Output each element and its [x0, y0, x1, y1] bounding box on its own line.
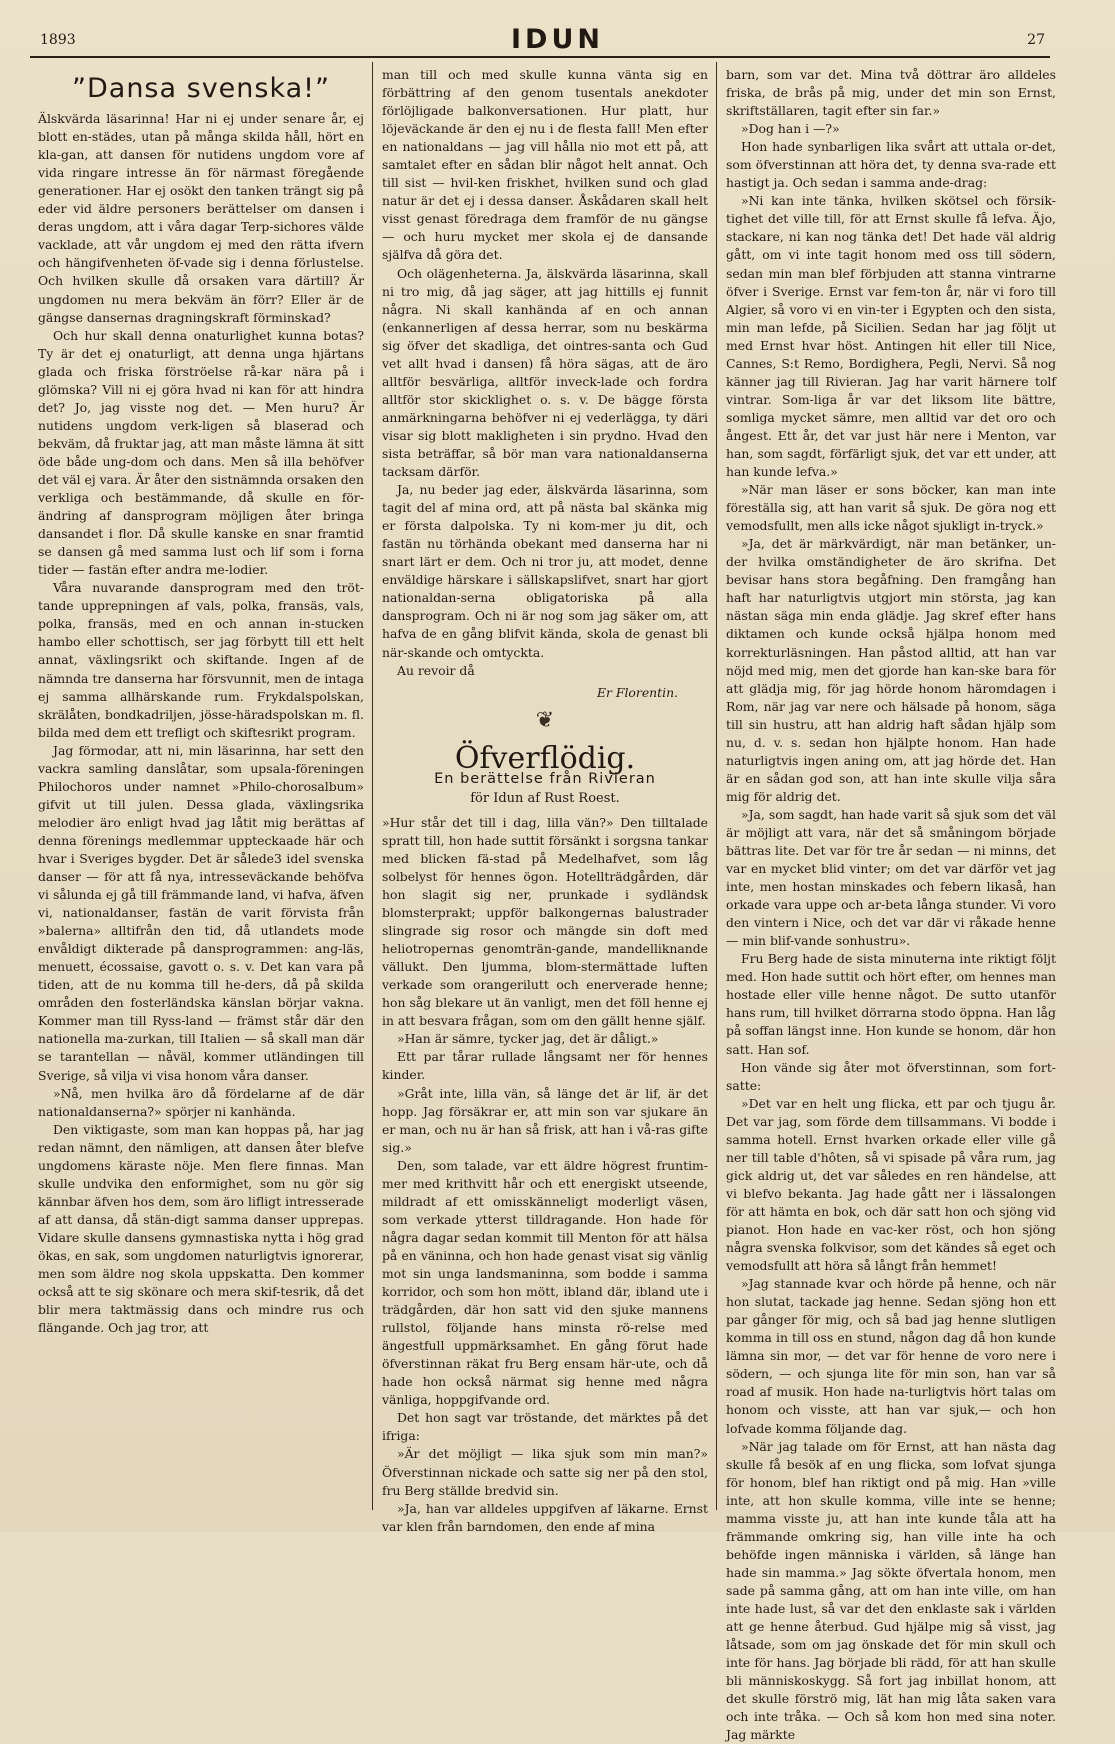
paragraph: »Dog han i —?»: [741, 121, 840, 137]
ornament-icon: ❦: [535, 707, 555, 733]
column-divider: [716, 62, 717, 1510]
paragraph: man till och med skulle kunna vänta sig en förbättring af den genom tusentals anekdoter förlöjligade balkonversationen. Hur platt, hur löjeväckande är den ej nu i de flesta fall! Men efter en nationaldans — jag vill hålla nio mot ett på, att samtalet efter en sådan blir något helt annat. Och till sist — hvil-ken friskhet, hvilken sund och glad natur är det ej i dessa danser. Åskådaren skall helt visst genast föredraga dem framför de nu gängse — och huru mycket mer skola ej de dansande själfva då göra det.: [382, 67, 708, 263]
paragraph: Våra nuvarande dansprogram med den tröt-tande upprepningen af vals, polka, fransäs, vals, polka, fransäs, med en och annan in-stucken hambo eller schottisch, ser jag förbytt till ett helt annat, växlingsrikt och skiftande. Ingen af de nämnda tre danserna har försvunnit, men de intaga ej samma allhärskande rum. Frykdalspolskan, skrälåten, bondkadriljen, jösse-häradspolskan m. fl. bilda med dem ett trefligt och skiftesrikt program.: [38, 580, 364, 740]
paragraph: »Är det möjligt — lika sjuk som min man?» Öfverstinnan nickade och satte sig ner på den stol, fru Berg ställde bredvid sin.: [382, 1446, 708, 1498]
paragraph: »Ja, det är märkvärdigt, när man betänker, un-der hvilka omständigheter de äro skrifna. Det bevisar hans stora begåfning. Den framgång han haft har naturligtvis utgjort min största, jag kan nästan säga min enda glädje. Jag skref efter hans diktamen och kunde också hjälpa honom med korrekturläsningen. Han påstod alltid, att han var nöjd med mig, men det gjorde han kan-ske bara för att glädja mig, för jag hörde honom häromdagen i Rom, när jag var nere och hälsade på honom, säga till sin hustru, att han aldrig haft sådan hjälp som nu, d. v. s. sedan hon hjälpte honom. Han hade naturligtvis ingen aning om, att jag hörde det. Han är en sådan god son, att han inte skulle vilja såra mig för aldrig det.: [726, 536, 1056, 804]
paragraph: Ja, nu beder jag eder, älskvärda läsarinna, som tagit del af mina ord, att på nästa bal skänka mig er första dalpolska. Ty ni kom-mer ju dit, och fastän nu törhända obekant med danserna har ni snart lärt er dem. Och ni tror ju, att modet, denne enväldige härskare i sällskapslifvet, snart har gjort nationaldan-serna obligatoriska på alla dansprogram. Och ni är nog som jag säker om, att hafva de en gång blifvit kända, skola de genast bli när-skande och omtyckta.: [382, 482, 708, 660]
paragraph: Det hon sagt var tröstande, det märktes på det ifriga:: [382, 1410, 708, 1444]
paragraph: Ett par tårar rullade långsamt ner för hennes kinder.: [382, 1049, 708, 1083]
header-rule: [30, 56, 1050, 58]
article-subtitle: En berättelse från Rivieran: [434, 770, 656, 787]
paragraph: »Det var en helt ung flicka, ett par och tjugu år. Det var jag, som förde dem tillsammans. Vi bodde i samma hotell. Ernst hvarken orkade eller ville gå ner till table d'hôten, så vi spisade på våra rum, jag gick aldrig ut, det var således en ren händelse, att vi blefvo bekanta. Jag hade gått ner i lässalongen för att hämta en bok, och där satt hon och sjöng vid pianot. Hon hade en vac-ker röst, och hon sjöng några svenska folkvisor, som det kändes så eget och vemodsfullt att höra så långt från hemmet!: [726, 1095, 1056, 1274]
column-divider: [372, 62, 373, 1510]
page-number: 27: [1027, 32, 1045, 48]
paragraph: »Gråt inte, lilla vän, så länge det är lif, är det hopp. Jag försäkrar er, att min son var sjukare än er man, och nu är han så frisk, att han i vå-ras gifte sig.»: [382, 1085, 708, 1155]
column-1: [38, 66, 364, 1511]
masthead: IDUN: [511, 24, 604, 55]
article-title: ”Dansa svenska!”: [72, 73, 330, 104]
paragraph: »Jag stannade kvar och hörde på henne, och när hon slutat, tackade jag henne. Sedan sjöng hon ett par gånger för mig, och så bad jag henne slutligen komma in till oss en stund, någon dag då hon kunde lämna sin mor, — det var för henne de voro nere i södern, — och sjunga lite för min son, han var så road af musik. Hon hade na-turligtvis hört talas om honom och visste, att han var sjuk,— och hon lofvade komma följande dag.: [726, 1276, 1056, 1436]
paragraph: Den, som talade, var ett äldre högrest fruntim-mer med krithvitt hår och ett energiskt utseende, mildradt af ett omisskänneligt moderligt väsen, som verkade ytterst tilldragande. Hon hade för några dagar sedan kommit till Menton för att hälsa på en väninna, och hon hade genast visat sig vänlig mot sin unga landsmaninna, som bodde i samma korridor, och som hon mött, ibland där, ibland ute i trädgården, där hon satt vid den sjuke mannens rullstol, följande hans minsta rö-relse med ängestfull uppmärksamhet. En gång förut hade öfverstinnan räkat fru Berg ensam här-ute, och då hade hon också närmat sig henne med några vänliga, hoppgifvande ord.: [382, 1157, 708, 1408]
signature: Er Florentin.: [596, 684, 678, 700]
paragraph: Den viktigaste, som man kan hoppas på, har jag redan nämnt, den nämligen, att dansen åter blefve ungdomens käraste nöje. Men flere finnas. Man skulle undvika den enformighet, som nu gör sig kännbar äfven hos dem, som äro lifligt intresserade af att dansa, då stän-digt samma danser upprepas. Vidare skulle dansens gymnastiska nytta i hög grad ökas, en sak, som ungdomen naturligtvis ignorerar, men som äldre nog skola uppskatta. Den kommer också att te sig skönare och mera skif-tesrik, då det blir mera taktmässig dans och mindre rus och flängande. Och jag tror, att: [38, 1121, 364, 1336]
column-2: [382, 66, 708, 1534]
paragraph: »Ja, som sagdt, han hade varit så sjuk som det väl är möjligt att vara, när det så småningom började bättras lite. Det var för tre år sedan — ni minns, det var en mycket blid vinter; om det var därför vet jag inte, men hostan minskades och febern likaså, han orkade vara uppe och ar-beta långa stunder. Vi voro den vintern i Nice, och det var där vi råkade henne — min blif-vande sonhustru».: [726, 806, 1056, 949]
paragraph: Och olägenheterna. Ja, älskvärda läsarinna, skall ni tro mig, då jag säger, att jag hittills ej funnit några. Ni skall kanhända af en och annan (enkannerligen af dessa herrar, som nu beskärma sig öfver det skadliga, det ointres-santa och Gud vet allt hvad i dansen) få höra sägas, att de äro alltför besvärliga, alltför inveck-lade och fordra alltför stor skicklighet o. s. v. De bägge första anmärkningarna behöfver ni ej vederlägga, ty däri visar sig blott makligheten i sin prydno. Hvad den sista beträffar, så bör man vara nationaldanserna tacksam därför.: [382, 265, 708, 480]
paragraph: »När jag talade om för Ernst, att han nästa dag skulle få besök af en ung flicka, som lofvat sjunga för honom, blef han riktigt ond på mig. Han »ville inte, att hon skulle komma, ville inte se henne; mamma visste ju, att han inte kunde tåla att ha främmande omkring sig, han ville inte ha och behöfde ingen människa i världen, så länge han hade sin mamma.» Jag sökte öfvertala honom, men sade på samma gång, att om han inte ville, om han inte hade lust, så var det den enklaste sak i världen att ge henne återbud. Gud hjälpe mig så visst, jag låtsade, som om jag önskade det för min skull och inte för hans. Jag började bli rädd, för att han skulle bli människoskygg. Så fort jag inbillat honom, att det skulle förströ mig, lät han mig låta saken vara och inte tråka. — Och så kom hon med sina noter. Jag märkte: [726, 1438, 1056, 1743]
paragraph: barn, som var det. Mina två döttrar äro alldeles friska, de brås på mig, under det min son Ernst, skriftställaren, tagit efter sin far.»: [726, 67, 1056, 119]
paragraph: »När man läser er sons böcker, kan man inte föreställa sig, att han varit så sjuk. De göra nog ett vemodsfullt, men alls icke något sjukligt in-tryck.»: [726, 482, 1056, 534]
paragraph: Älskvärda läsarinna! Har ni ej under senare år, ej blott en-städes, utan på många skilda håll, hört en kla-gan, att dansen för nutidens ungdom vore af vida ringare intresse än för närmast föregående generationer. Har ej osökt den tanken trängt sig på eder vid äldre personers berättelser om dansen i deras ungdom, att i våra dagar Terp-sichores välde vacklade, att vår ungdom ej med den rätta ifvern och hängifvenheten öf-vade sig i denna förlustelse. Och hvilken skulle då orsaken vara därtill? Är ungdomen nu mera bekväm än förr? Eller är de gängse dansernas dragningskraft förminskad?: [38, 111, 364, 325]
column-3: [726, 66, 1056, 1743]
paragraph: »Ja, han var alldeles uppgifven af läkarne. Ernst var klen från barndomen, den ende af mina: [382, 1500, 708, 1534]
paragraph: Hon vände sig åter mot öfverstinnan, som fort-satte:: [726, 1059, 1056, 1093]
paragraph: »Ni kan inte tänka, hvilken skötsel och försik-tighet det ville till, för att Ernst skulle få lefva. Äjo, stackare, ni kan nog tänka det! Det hade väl aldrig gått, om vi inte tagit honom med oss till södern, sedan min man blef förbjuden att stanna vintrarne öfver i Sverige. Ernst var fem-ton år, när vi foro till Algier, så voro vi en vin-ter i Egypten och den sista, min man lefde, på Sicilien. Sedan har jag följt ut med Ernst hvar höst. Antingen hit eller till Nice, Cannes, S:t Remo, Bordighera, Pegli, Nervi. Så nog känner jag till Rivieran. Jag har varit härnere tolf vintrar. Som-liga år var det liksom lite bättre, somliga mycket sämre, men alltid var det oro och ångest. Ett år, det var just här nere i Menton, var han, som sagdt, förfärligt sjuk, det var ett under, att han kunde lefva.»: [726, 193, 1056, 480]
paragraph: »Nå, men hvilka äro då fördelarne af de där nationaldanserna?» spörjer ni kanhända.: [38, 1085, 364, 1119]
article-title: Öfverflödig.: [454, 740, 636, 776]
paragraph: Fru Berg hade de sista minuterna inte riktigt följt med. Hon hade suttit och hört efter, om hennes man hostade eller ville henne något. De sutto utanför hans rum, till hvilket dörrarna stodo öppna. Han låg på soffan längst inne. Hon kunde se honom, där hon satt. Han sof.: [726, 951, 1056, 1057]
byline: för Idun af Rust Roest.: [470, 790, 620, 806]
paragraph: Och hur skall denna onaturlighet kunna botas? Ty är det ej onaturligt, att denna unga hjärtans glada och friska förströelse rå-kar nära på i glömska? Vill ni ej göra hvad ni kan för att hindra det? Jo, jag visste nog det. — Men huru? Är nutidens ungdom verk-ligen så blaserad och bekväm, då fruktar jag, att man måste lämna ät sitt öde både ung-dom och dans. Men så illa behöfver det väl ej vara. Är åter den sistnämnda orsaken den verkliga och bestämmande, då skulle en för-ändring af dansprogram möjligen åter bringa dansandet i flor. Då skulle kanske en snar framtid se dansen gå med samma lust och lif som i forna tider — fastän efter andra me-lodier.: [38, 327, 364, 578]
issue-year: 1893: [40, 32, 76, 48]
paragraph: »Hur står det till i dag, lilla vän?» Den tilltalade spratt till, hon hade suttit försänkt i sorgsna tankar med blicken fä-stad på Medelhafvet, som låg solbelyst för hennes ögon. Hotellträdgården, där hon slagit sig ner, prunkade i sydländsk blomsterprakt; uppför balkongernas balustrader slingrade sig rosor och mängde sin doft med heliotropernas genomträn-gande, mandelliknande vällukt. Den ljumma, blom-stermättade luften verkade som orangerilutt och enerverade henne; hon såg blekare ut än vanligt, men det föll henne ej in att besvara frågan, som om den gällt henne själf.: [382, 814, 708, 1029]
paragraph: Au revoir då: [397, 662, 475, 678]
paragraph: Jag förmodar, att ni, min läsarinna, har sett den vackra samling danslåtar, som upsala-föreningen Philochoros under namnet »Philo-chorosalbum» gifvit ut till julen. Dessa glada, växlingsrika melodier äro enligt hvad jag låtit mig berättas af denna förenings medlemmar uppteckaade här och hvar i Sveriges bygder. Det är sålede3 idel svenska danser — för att få nya, intresseväckande behöfva vi sålunda ej gå till främmande land, vi hafva, äfven vi, nationaldanser, fastän de varit förvista från »balerna» alltifrån den tid, då utlandets mode envåldigt dikterade på dansprogrammen: ang-läs, menuett, écossaise, gavott o. s. v. Det kan vara på tiden, att de nu komma till he-ders, då på skilda områden den fosterländska känslan börjar vakna. Kommer man till Ryss-land — främst står där den nationella ma-zurkan, till Italien — så skall man där se tarantellan — nåväl, kommer utländingen till Sverige, så vilja vi visa honom våra danser.: [38, 742, 364, 1083]
paragraph: Hon hade synbarligen lika svårt att uttala or-det, som öfverstinnan att höra det, ty denna sva-rade ett hastigt ja. Och sedan i samma ande-drag:: [726, 139, 1056, 191]
page-header: [0, 24, 1115, 54]
paragraph: »Han är sämre, tycker jag, det är dåligt.»: [397, 1031, 659, 1047]
